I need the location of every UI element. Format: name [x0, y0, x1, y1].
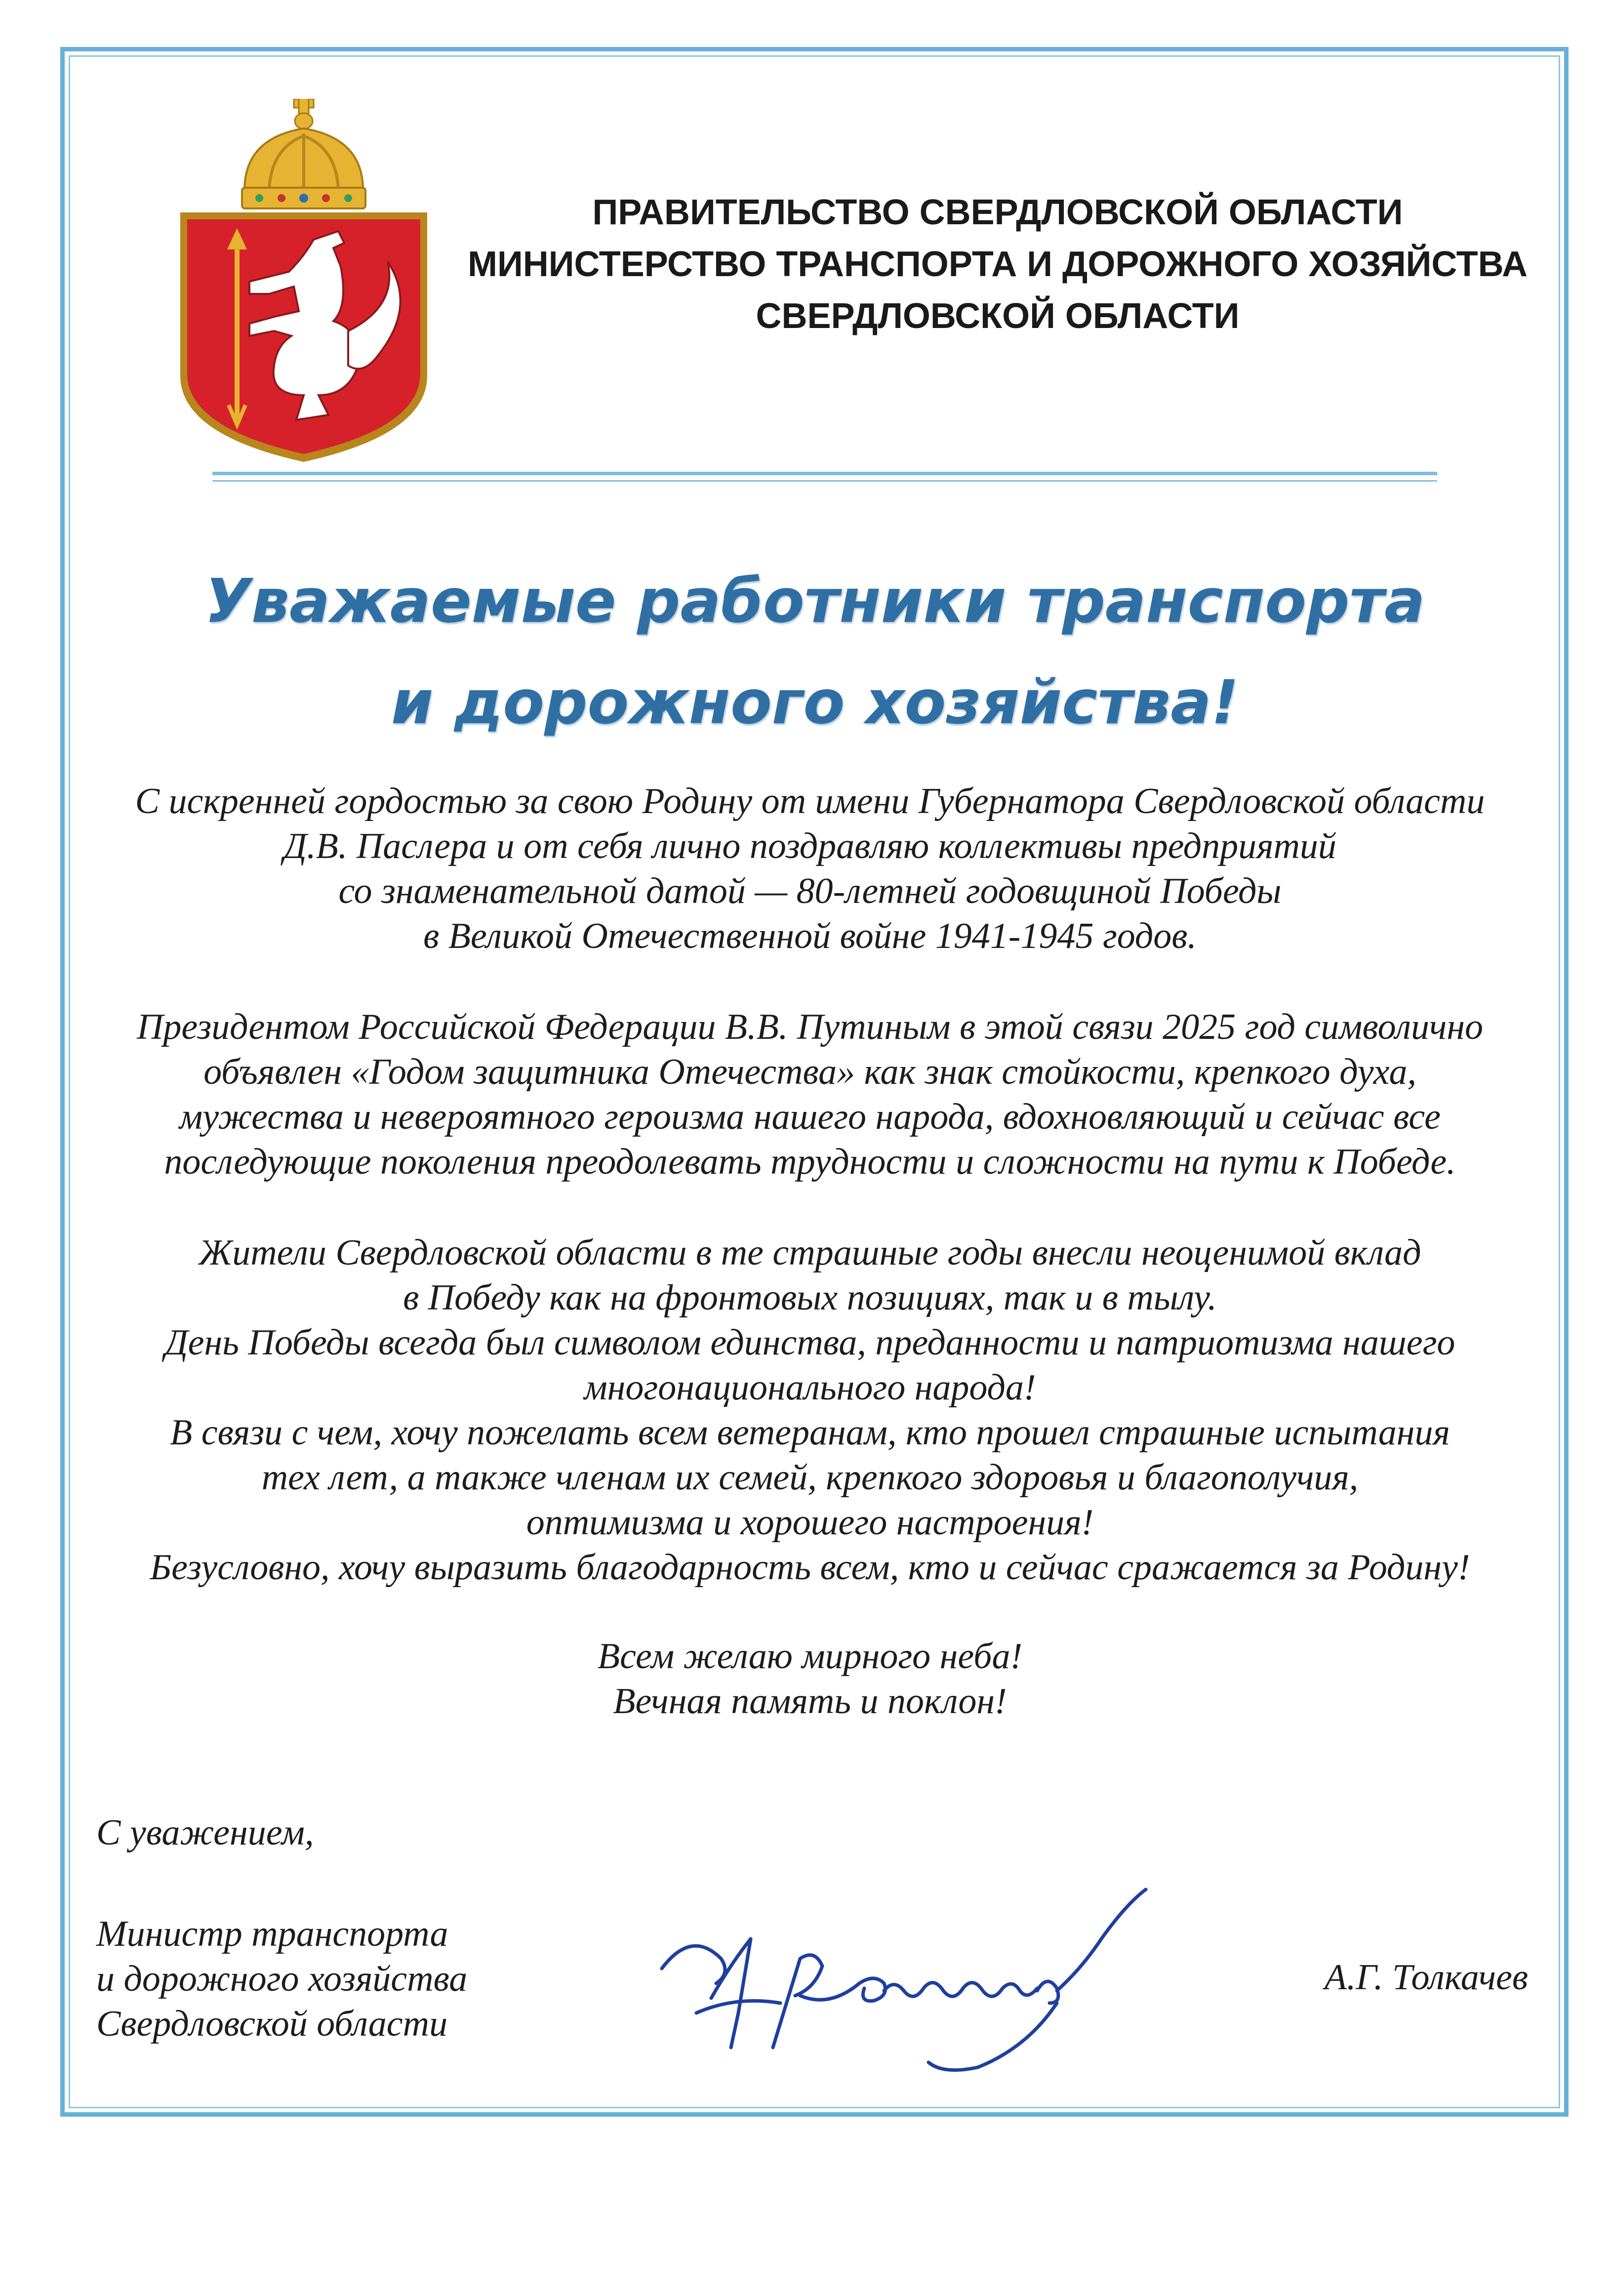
greeting-title	[99, 551, 1531, 753]
text-line: многонационального народа!	[584, 1367, 1036, 1408]
text-line: в Великой Отечественной войне 1941-1945 годов.	[423, 916, 1197, 956]
text-line: Всем желаю мирного неба!	[597, 1636, 1023, 1677]
paragraph-year-of-defender	[79, 1005, 1541, 1185]
text-line: объявлен «Годом защитника Отечества» как знак стойкости, крепкого духа,	[203, 1052, 1416, 1092]
header-separator-thin	[212, 480, 1437, 482]
header-separator	[212, 472, 1437, 475]
text-line: Вечная память и поклон!	[613, 1681, 1007, 1722]
letterhead-line: МИНИСТЕРСТВО ТРАНСПОРТА И ДОРОЖНОГО ХОЗЯЙСТВА	[468, 245, 1528, 284]
text-line: В связи с чем, хочу пожелать всем ветеранам, кто прошел страшные испытания	[170, 1412, 1450, 1453]
position-line: и дорожного хозяйства	[96, 1959, 468, 1999]
text-line: День Победы всегда был символом единства, преданности и патриотизма нашего	[164, 1322, 1455, 1363]
text-line: последующие поколения преодолевать трудности и сложности на пути к Победе.	[164, 1142, 1456, 1182]
handwritten-signature	[652, 1885, 1175, 2077]
text-line: со знаменательной датой — 80-летней годовщиной Победы	[338, 871, 1282, 911]
text-line: Президентом Российской Федерации В.В. Путиным в этой связи 2025 год символично	[136, 1007, 1484, 1047]
signatory-name: А.Г. Толкачев	[1324, 1957, 1528, 1998]
text-line: в Победу как на фронтовых позициях, так и в тылу.	[403, 1277, 1217, 1318]
crown-icon	[242, 99, 365, 208]
coat-of-arms-icon	[170, 99, 437, 464]
closing-phrase: С уважением,	[96, 1812, 314, 1853]
text-line: мужества и невероятного героизма нашего народа, вдохновляющий и сейчас все	[179, 1097, 1441, 1137]
text-line: Д.В. Паслера и от себя лично поздравляю коллективы предприятий	[283, 826, 1336, 866]
letterhead	[464, 187, 1531, 342]
letterhead-line: СВЕРДЛОВСКОЙ ОБЛАСТИ	[756, 296, 1240, 336]
paragraph-residents	[79, 1230, 1541, 1590]
text-line: тех лет, а также членам их семей, крепкого здоровья и благополучия,	[261, 1457, 1359, 1498]
letterhead-line: ПРАВИТЕЛЬСТВО СВЕРДЛОВСКОЙ ОБЛАСТИ	[592, 193, 1403, 232]
signatory-position	[96, 1912, 467, 2047]
text-line: Безусловно, хочу выразить благодарность всем, кто и сейчас сражается за Родину!	[150, 1547, 1470, 1588]
text-line: С искренней гордостью за свою Родину от имени Губернатора Свердловской области	[135, 781, 1485, 821]
text-line: оптимизма и хорошего настроения!	[526, 1502, 1094, 1543]
position-line: Министр транспорта	[96, 1914, 448, 1954]
paragraph-congratulation	[79, 779, 1541, 959]
text-line: Жители Свердловской области в те страшные годы внесли неоценимой вклад	[199, 1232, 1421, 1273]
paragraph-wishes	[79, 1634, 1541, 1724]
title-line: Уважаемые работники транспорта	[204, 566, 1425, 636]
title-line: и дорожного хозяйства!	[391, 667, 1239, 738]
position-line: Свердловской области	[96, 2004, 448, 2044]
